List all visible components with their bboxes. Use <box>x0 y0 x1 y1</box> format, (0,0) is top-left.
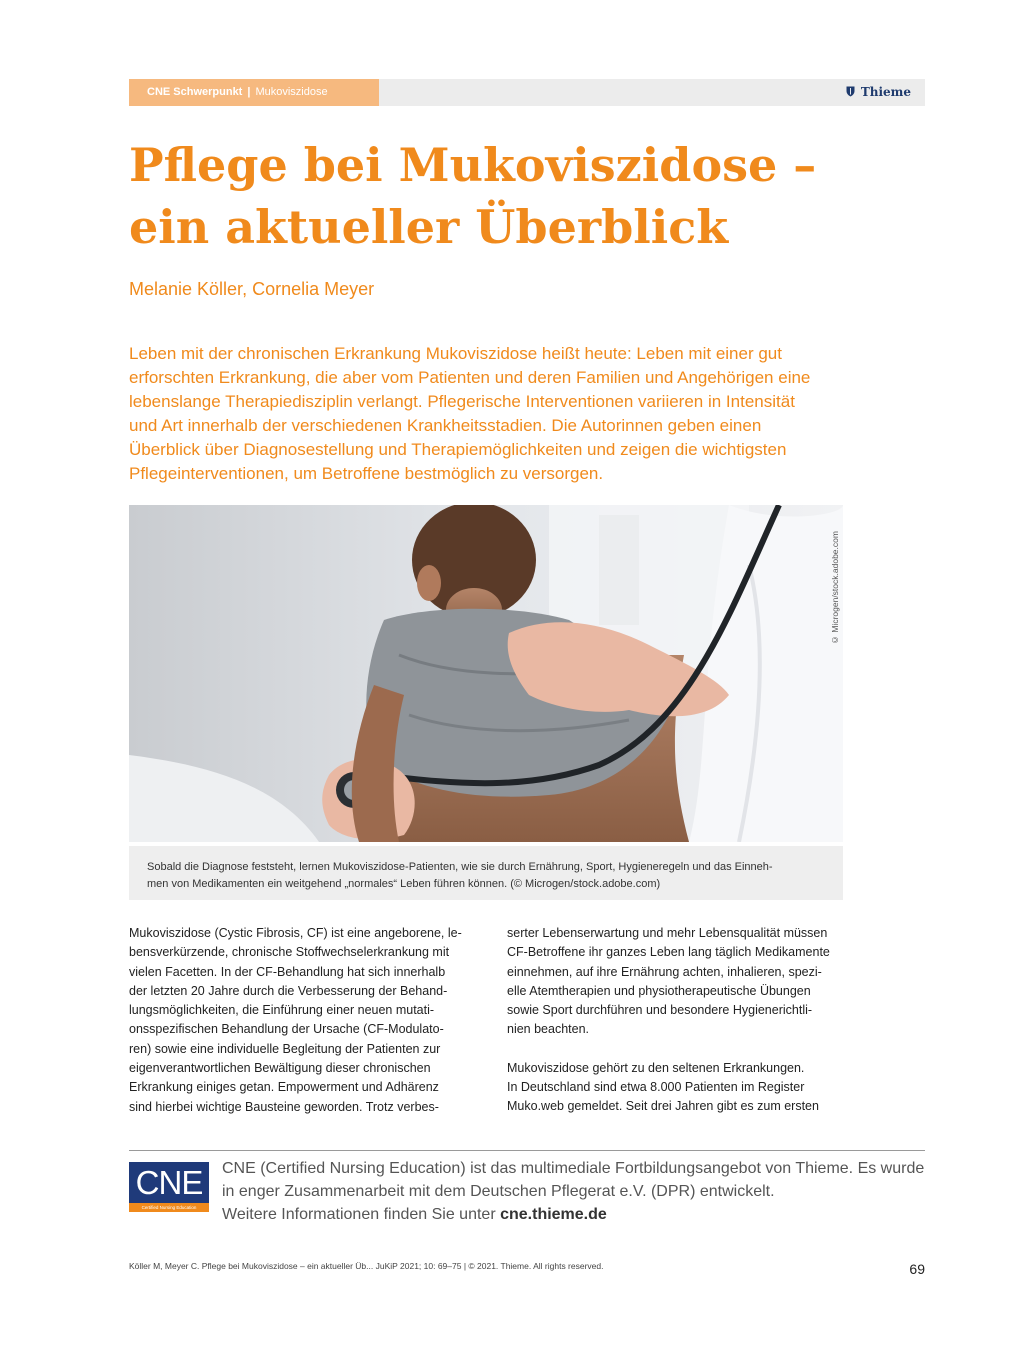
body-line: In Deutschland sind etwa 8.000 Patienten im Register <box>507 1080 805 1095</box>
body-line: lungsmöglichkeiten, die Einführung einer neuen mutati- <box>129 1003 435 1018</box>
section-separator: | <box>247 86 251 98</box>
lead-line: und Art innerhalb der verschiedenen Krankheitsstadien. Die Autorinnen geben einen <box>129 416 762 435</box>
publisher-logo <box>846 79 911 106</box>
body-line: vielen Facetten. In der CF-Behandlung hat sich innerhalb <box>129 964 446 979</box>
lead-line: erforschten Erkrankung, die aber vom Patienten und deren Familien und Angehörigen eine <box>129 368 811 387</box>
cne-link[interactable]: cne.thieme.de <box>500 1206 607 1223</box>
cne-logo-subtext: Certified Nursing Education <box>129 1203 209 1212</box>
publisher-name: Thieme <box>860 85 911 99</box>
body-line: Mukoviszidose gehört zu den seltenen Erkrankungen. <box>507 1060 805 1075</box>
body-line: CF-Betroffene ihr ganzes Leben lang täglich Medikamente <box>507 945 830 960</box>
lead-line: lebenslange Therapiedisziplin verlangt. Pflegerische Interventionen variieren in Intensität <box>129 392 795 411</box>
cne-info-prefix: Weitere Informationen finden Sie unter <box>222 1206 501 1223</box>
section-tag <box>129 79 379 106</box>
photo-credit: © Microgen/stock.adobe.com <box>830 531 840 645</box>
cne-info-line: in enger Zusammenarbeit mit dem Deutschen Pflegerat e.V. (DPR) entwickelt. <box>222 1183 775 1200</box>
body-line: einnehmen, auf ihre Ernährung achten, inhalieren, spezi- <box>507 964 822 979</box>
photo-illustration <box>129 505 843 842</box>
body-line: sind hierbei wichtige Bausteine geworden. Trotz verbes- <box>129 1099 439 1114</box>
lead-line: Leben mit der chronischen Erkrankung Mukoviszidose heißt heute: Leben mit einer gut <box>129 344 782 363</box>
body-line: Muko.web gemeldet. Seit drei Jahren gibt es zum ersten <box>507 1099 819 1114</box>
body-line: elle Atemtherapien und physiotherapeutische Übungen <box>507 983 811 998</box>
page-number: 69 <box>909 1261 925 1277</box>
body-line: serter Lebenserwartung und mehr Lebensqualität müssen <box>507 926 828 940</box>
body-line: eigenverantwortlichen Bewältigung dieser chronischen <box>129 1061 431 1076</box>
cne-divider <box>129 1150 925 1151</box>
body-column-left <box>129 924 474 1117</box>
cne-logo <box>129 1162 209 1212</box>
body-line: ren) sowie eine individuelle Begleitung der Patienten zur <box>129 1041 441 1056</box>
article-photo <box>129 505 843 842</box>
figure-caption <box>129 846 843 900</box>
lead-line: Pflegeinterventionen, um Betroffene bestmöglich zu versorgen. <box>129 464 604 483</box>
cne-logo-text: CNE <box>135 1164 203 1201</box>
body-line: nien beachten. <box>507 1022 590 1037</box>
caption-line: men von Medikamenten ein weitgehend „normales“ Leben führen können. (© Microgen/stock.adobe.com) <box>147 878 661 890</box>
footer-citation: Köller M, Meyer C. Pflege bei Mukoviszidose – ein aktueller Üb... JuKiP 2021; 10: 69–75 | © 2021. Thieme. All rights reserved. <box>129 1261 604 1271</box>
thieme-shield-icon <box>846 86 859 99</box>
article-authors: Melanie Köller, Cornelia Meyer <box>129 279 375 299</box>
body-line: bensverkürzende, chronische Stoffwechselerkrankung mit <box>129 945 450 960</box>
body-column-right <box>507 924 852 1117</box>
title-line: ein aktueller Überblick <box>129 200 729 254</box>
topic-label: Mukoviszidose <box>255 86 328 98</box>
body-line: der letzten 20 Jahre durch die Verbesserung der Behand- <box>129 983 448 998</box>
lead-line: Überblick über Diagnosestellung und Therapiemöglichkeiten und zeigen die wichtigsten <box>129 440 787 459</box>
caption-line: Sobald die Diagnose feststeht, lernen Mukoviszidose-Patienten, wie sie durch Ernährung, Sport, Hygieneregeln und das Einneh- <box>147 861 773 873</box>
body-line: onsspezifischen Behandlung der Ursache (CF-Modulato- <box>129 1022 444 1037</box>
title-line: Pflege bei Mukoviszidose – <box>129 138 817 192</box>
body-line: Erkrankung einiges getan. Empowerment und Adhärenz <box>129 1080 439 1095</box>
article-lead <box>129 342 849 486</box>
body-line: Mukoviszidose (Cystic Fibrosis, CF) ist eine angeborene, le- <box>129 926 462 940</box>
cne-info-line: CNE (Certified Nursing Education) ist das multimediale Fortbildungsangebot von Thieme. Es wurde <box>222 1160 925 1177</box>
section-label: CNE Schwerpunkt <box>147 86 243 98</box>
cne-info <box>222 1157 925 1226</box>
body-line: sowie Sport durchführen und besondere Hygienerichtli- <box>507 1003 813 1018</box>
cne-info-line <box>222 1203 922 1226</box>
paragraph-gap <box>507 1040 852 1059</box>
article-title <box>129 134 909 258</box>
running-header <box>129 79 925 106</box>
